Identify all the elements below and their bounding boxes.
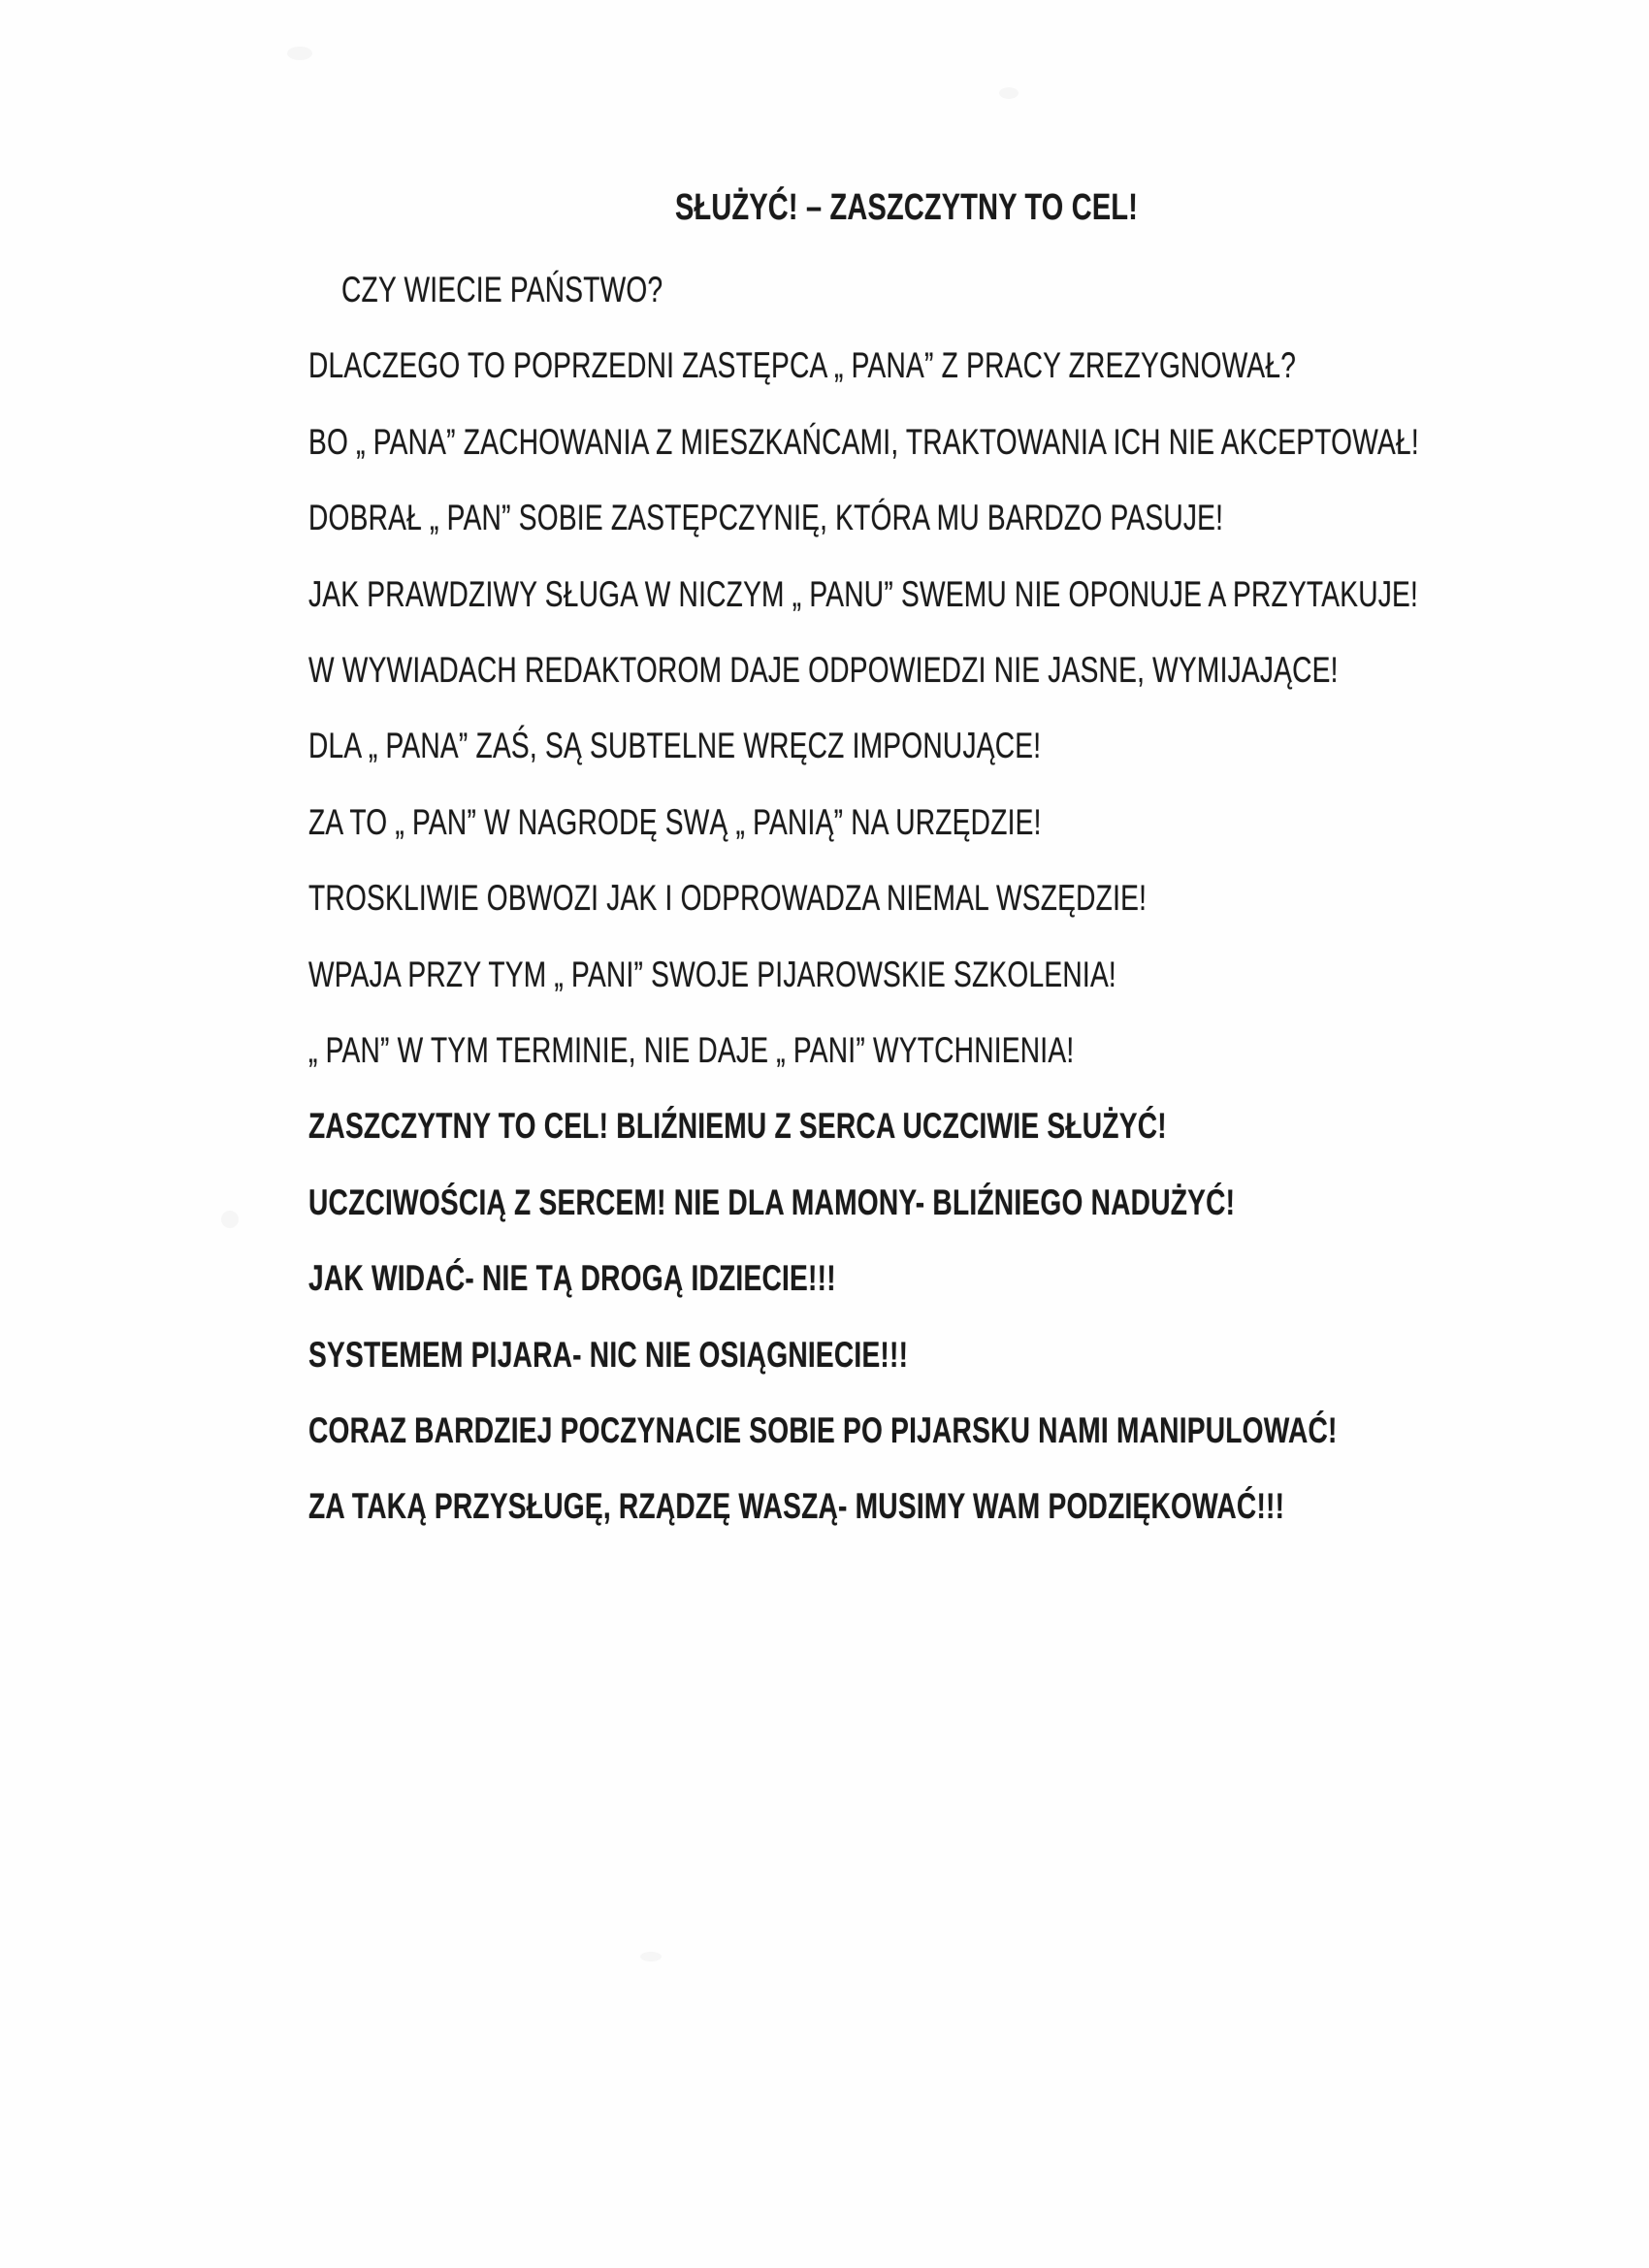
document-line: ZA TAKĄ PRZYSŁUGĘ, RZĄDZĘ WASZĄ- MUSIMY WAM PODZIĘKOWAĆ!!! (308, 1486, 1285, 1526)
document-line: ZA TO „ PAN” W NAGRODĘ SWĄ „ PANIĄ” NA URZĘDZIE! (308, 802, 1042, 842)
document-line: JAK PRAWDZIWY SŁUGA W NICZYM „ PANU” SWEMU NIE OPONUJE A PRZYTAKUJE! (308, 574, 1419, 614)
document-line: DLA „ PANA” ZAŚ, SĄ SUBTELNE WRĘCZ IMPONUJĄCE! (308, 726, 1042, 765)
document-line: DLACZEGO TO POPRZEDNI ZASTĘPCA „ PANA” Z PRACY ZREZYGNOWAŁ? (308, 345, 1297, 385)
document-line: WPAJA PRZY TYM „ PANI” SWOJE PIJAROWSKIE SZKOLENIA! (308, 955, 1116, 994)
document-line: TROSKLIWIE OBWOZI JAK I ODPROWADZA NIEMAL WSZĘDZIE! (308, 878, 1148, 918)
document-line: ZASZCZYTNY TO CEL! BLIŹNIEMU Z SERCA UCZCIWIE SŁUŻYĆ! (308, 1106, 1167, 1146)
document-line: SYSTEMEM PIJARA- NIC NIE OSIĄGNIECIE!!! (308, 1335, 909, 1375)
scan-smudge-artifact (640, 1952, 662, 1961)
scan-smudge-artifact (221, 1211, 239, 1228)
scan-smudge-artifact (287, 47, 312, 60)
document-line: UCZCIWOŚCIĄ Z SERCEM! NIE DLA MAMONY- BLIŹNIEGO NADUŻYĆ! (308, 1183, 1236, 1222)
document-line: „ PAN” W TYM TERMINIE, NIE DAJE „ PANI” WYTCHNIENIA! (308, 1030, 1075, 1070)
scan-smudge-artifact (999, 87, 1018, 99)
document-title: SŁUŻYĆ! – ZASZCZYTNY TO CEL! (675, 187, 1139, 228)
document-line: DOBRAŁ „ PAN” SOBIE ZASTĘPCZYNIĘ, KTÓRA MU BARDZO PASUJE! (308, 498, 1224, 537)
document-line: JAK WIDAĆ- NIE TĄ DROGĄ IDZIECIE!!! (308, 1258, 836, 1298)
document-line: CZY WIECIE PAŃSTWO? (341, 270, 663, 309)
document-line: BO „ PANA” ZACHOWANIA Z MIESZKAŃCAMI, TRAKTOWANIA ICH NIE AKCEPTOWAŁ! (308, 422, 1419, 462)
document-line: CORAZ BARDZIEJ POCZYNACIE SOBIE PO PIJARSKU NAMI MANIPULOWAĆ! (308, 1410, 1338, 1450)
document-line: W WYWIADACH REDAKTOROM DAJE ODPOWIEDZI NIE JASNE, WYMIJAJĄCE! (308, 650, 1339, 690)
